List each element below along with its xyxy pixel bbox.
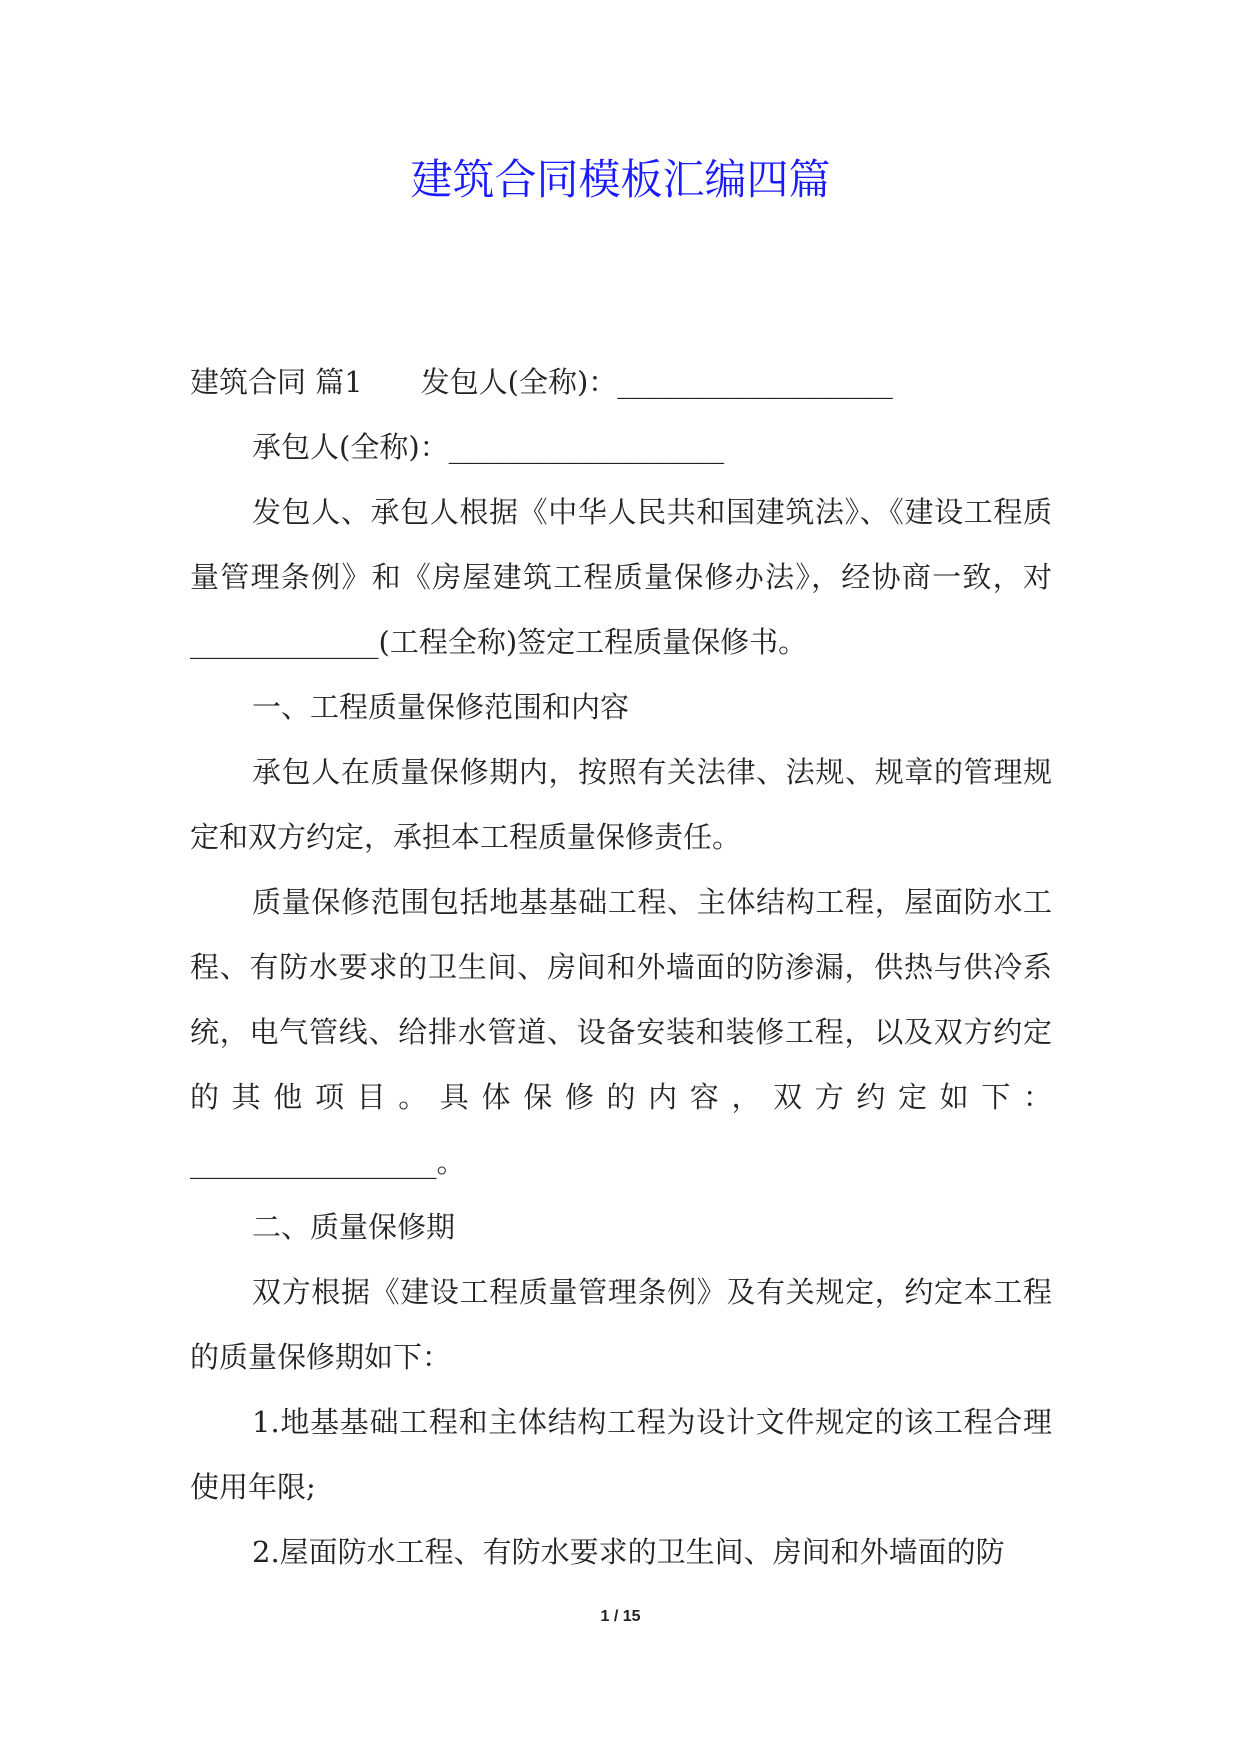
- page-number: 1 / 15: [600, 1608, 641, 1625]
- paragraph-responsibility: 承包人在质量保修期内，按照有关法律、法规、规章的管理规定和双方约定，承担本工程质量保修责任。: [190, 755, 1052, 854]
- paragraph-scope: 质量保修范围包括地基基础工程、主体结构工程，屋面防水工程、有防水要求的卫生间、房间和外墙面的防渗漏，供热与供冷系统，电气管线、给排水管道、设备安装和装修工程，以及双方约定的其他项目。具体保修的内容，双方约定如下：: [190, 885, 1052, 1114]
- list-item-1: 1.地基基础工程和主体结构工程为设计文件规定的该工程合理使用年限;: [190, 1405, 1052, 1504]
- paragraph-scope-blank: _________________。: [190, 1145, 466, 1179]
- paragraph-preamble: 发包人、承包人根据《中华人民共和国建筑法》、《建设工程质量管理条例》和《房屋建筑工程质量保修办法》，经协商一致，对 _____________(工程全称)签定工程质量保修书。: [190, 495, 1052, 659]
- paragraph-contractor: 承包人(全称)：___________________: [252, 430, 725, 464]
- document-body: [190, 350, 1052, 1585]
- section-heading-1: 一、工程质量保修范围和内容: [252, 690, 630, 724]
- list-item-2: 2.屋面防水工程、有防水要求的卫生间、房间和外墙面的防: [252, 1535, 1005, 1569]
- section-heading-2: 二、质量保修期: [252, 1210, 456, 1244]
- paragraph-header-line: 建筑合同 篇1 发包人(全称)：___________________: [190, 365, 893, 399]
- paragraph-warranty-period: 双方根据《建设工程质量管理条例》及有关规定，约定本工程的质量保修期如下：: [190, 1275, 1052, 1374]
- document-title: 建筑合同模板汇编四篇: [410, 155, 831, 204]
